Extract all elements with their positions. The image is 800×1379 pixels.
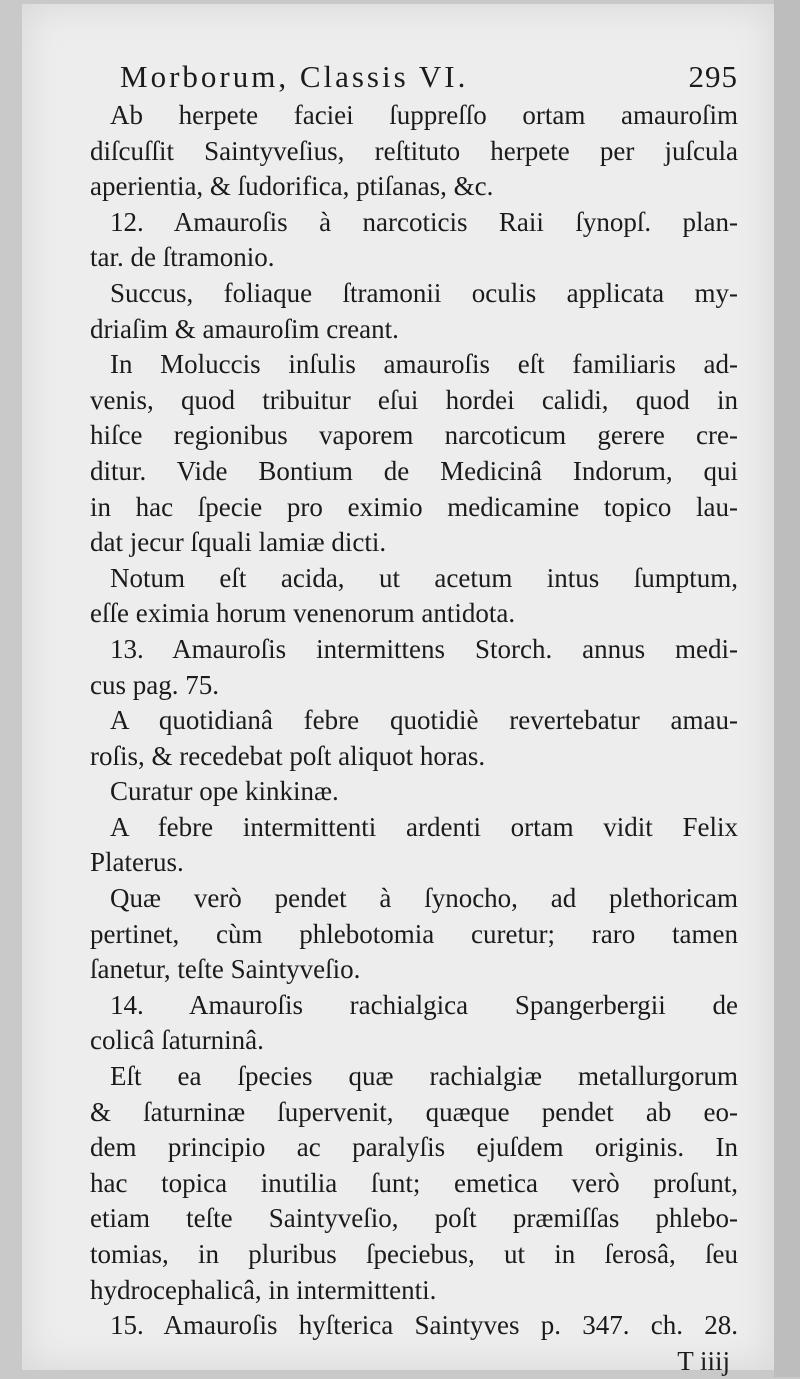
text-line: cus pag. 75. — [90, 669, 219, 700]
text-line: diſcuſſit Saintyveſius, reſtituto herpete per juſcula — [90, 135, 738, 166]
page-text — [90, 56, 738, 1379]
text-line: tar. de ſtramonio. — [90, 242, 275, 273]
text-line: Curatur ope kinkinæ. — [110, 776, 339, 807]
text-line: in hac ſpecie pro eximio medicamine topico lau- — [90, 491, 738, 522]
text-line: Notum eſt acida, ut acetum intus ſumptum, — [110, 562, 738, 593]
text-lines — [90, 98, 738, 1344]
text-line: & ſaturninæ ſupervenit, quæque pendet ab eo- — [90, 1096, 738, 1127]
text-line: eſſe eximia horum venenorum antidota. — [90, 598, 516, 629]
text-line: ditur. Vide Bontium de Medicinâ Indorum, qui — [90, 455, 738, 486]
text-line: tomias, in pluribus ſpeciebus, ut in ſerosâ, ſeu — [90, 1239, 738, 1269]
text-line: venis, quod tribuitur eſui hordei calidi, quod in — [90, 384, 738, 415]
text-line: Ab herpete faciei ſuppreſſo ortam amauroſim — [110, 100, 738, 130]
signature-mark: T iiij — [677, 1345, 730, 1376]
text-line: dat jecur ſquali lamiæ dicti. — [90, 527, 387, 558]
running-header — [90, 56, 738, 98]
text-line: hiſce regionibus vaporem narcoticum gerere cre- — [90, 420, 738, 451]
page-number: 295 — [688, 59, 738, 94]
running-title: Morborum, Classis VI. — [120, 59, 469, 94]
text-line: etiam teſte Saintyveſio, poſt præmiſſas phlebo- — [90, 1203, 738, 1234]
text-line: Platerus. — [90, 847, 184, 878]
text-line: 12. Amauroſis à narcoticis Raii ſynopſ. plan- — [110, 206, 738, 237]
text-line: A febre intermittenti ardenti ortam vidit Felix — [110, 811, 738, 842]
text-line: 15. Amauroſis hyſterica Saintyves p. 347. ch. 28. — [110, 1310, 738, 1341]
text-line: A quotidianâ febre quotidiè revertebatur amau- — [110, 705, 738, 736]
text-line: aperientia, & ſudorifica, ptiſanas, &c. — [90, 171, 494, 202]
text-line: hac topica inutilia ſunt; emetica verò proſunt, — [90, 1167, 738, 1198]
text-line: roſis, & recedebat poſt aliquot horas. — [90, 740, 486, 771]
text-line: ſanetur, teſte Saintyveſio. — [90, 954, 361, 985]
text-line: 14. Amauroſis rachialgica Spangerbergii de — [110, 989, 738, 1020]
page-edge — [774, 0, 800, 1377]
text-line: In Moluccis inſulis amauroſis eſt familiaris ad- — [110, 349, 738, 380]
text-line: 13. Amauroſis intermittens Storch. annus medi- — [110, 633, 738, 664]
text-line: driaſim & amauroſim creant. — [90, 313, 399, 344]
text-line: dem principio ac paralyſis ejuſdem originis. In — [90, 1132, 738, 1163]
text-line: Succus, foliaque ſtramonii oculis applicata my- — [110, 277, 738, 308]
text-line: Eſt ea ſpecies quæ rachialgiæ metallurgorum — [110, 1061, 738, 1092]
text-line: Quæ verò pendet à ſynocho, ad plethoricam — [110, 883, 738, 914]
text-line: colicâ ſaturninâ. — [90, 1025, 264, 1056]
text-line: hydrocephalicâ, in intermittenti. — [90, 1274, 437, 1305]
text-line: pertinet, cùm phlebotomia curetur; raro tamen — [90, 918, 738, 949]
